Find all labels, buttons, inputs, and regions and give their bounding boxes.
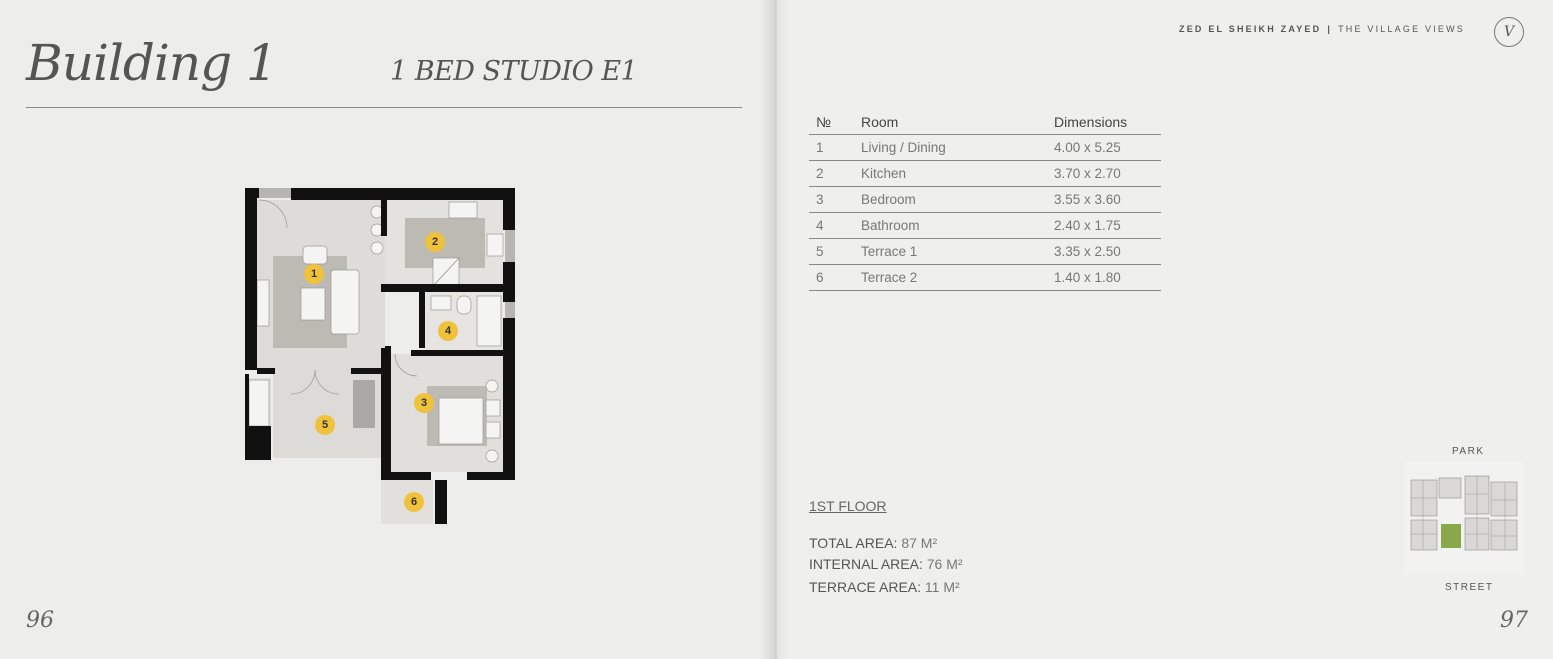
brand-logo: V [1494,17,1524,47]
terrace-area-label: TERRACE AREA: [809,579,922,595]
brand-separator: | [1327,24,1333,34]
table-row [809,135,1161,161]
plan-marker-6: 6 [404,492,424,512]
total-area-label: TOTAL AREA: [809,535,898,551]
floor-label: 1ST FLOOR [809,498,887,514]
room-name: Terrace 2 [854,265,1047,291]
room-dimension: 1.40 x 1.80 [1047,265,1161,291]
left-page-number: 96 [26,608,54,633]
book-spine [760,0,790,659]
right-page-number: 97 [1500,608,1528,633]
table-row [809,161,1161,187]
room-number: 1 [809,135,854,161]
room-number: 2 [809,161,854,187]
room-name: Bathroom [854,213,1047,239]
room-number: 6 [809,265,854,291]
plan-marker-5: 5 [315,415,335,435]
room-name: Terrace 1 [854,239,1047,265]
total-area [809,535,937,551]
column-header-dimensions: Dimensions [1047,110,1161,135]
internal-area-label: INTERNAL AREA: [809,556,923,572]
column-header-number: № [809,110,854,135]
room-name: Kitchen [854,161,1047,187]
room-name: Bedroom [854,187,1047,213]
room-dimension: 3.70 x 2.70 [1047,161,1161,187]
floor-plan [245,188,517,528]
room-dimension: 2.40 x 1.75 [1047,213,1161,239]
plan-marker-1: 1 [304,264,324,284]
terrace-area-value: 11 M² [924,579,960,595]
internal-area [809,556,963,572]
table-row [809,187,1161,213]
room-dimension: 4.00 x 5.25 [1047,135,1161,161]
table-row [809,239,1161,265]
internal-area-value: 76 M² [926,556,963,572]
column-header-room: Room [854,110,1047,135]
room-number: 3 [809,187,854,213]
unit-type-title: 1 BED STUDIO E1 [390,56,638,87]
table-row [809,213,1161,239]
keyplan-bottom-label: STREET [1445,582,1494,593]
room-dimension: 3.55 x 3.60 [1047,187,1161,213]
brand-header [1179,24,1465,34]
terrace-area [809,579,960,595]
room-dimension: 3.35 x 2.50 [1047,239,1161,265]
table-header-row [809,110,1161,135]
total-area-value: 87 M² [901,535,938,551]
title-divider [26,107,742,108]
brand-project: THE VILLAGE VIEWS [1338,24,1465,34]
plan-marker-4: 4 [438,321,458,341]
keyplan-top-label: PARK [1452,446,1485,457]
building-key-plan [1405,462,1525,574]
plan-marker-2: 2 [425,232,445,252]
room-number: 5 [809,239,854,265]
room-dimensions-table [809,110,1161,291]
room-number: 4 [809,213,854,239]
plan-marker-3: 3 [414,393,434,413]
page-title: Building 1 [26,34,277,92]
table-row [809,265,1161,291]
brand-name: ZED EL SHEIKH ZAYED [1179,24,1322,34]
room-name: Living / Dining [854,135,1047,161]
